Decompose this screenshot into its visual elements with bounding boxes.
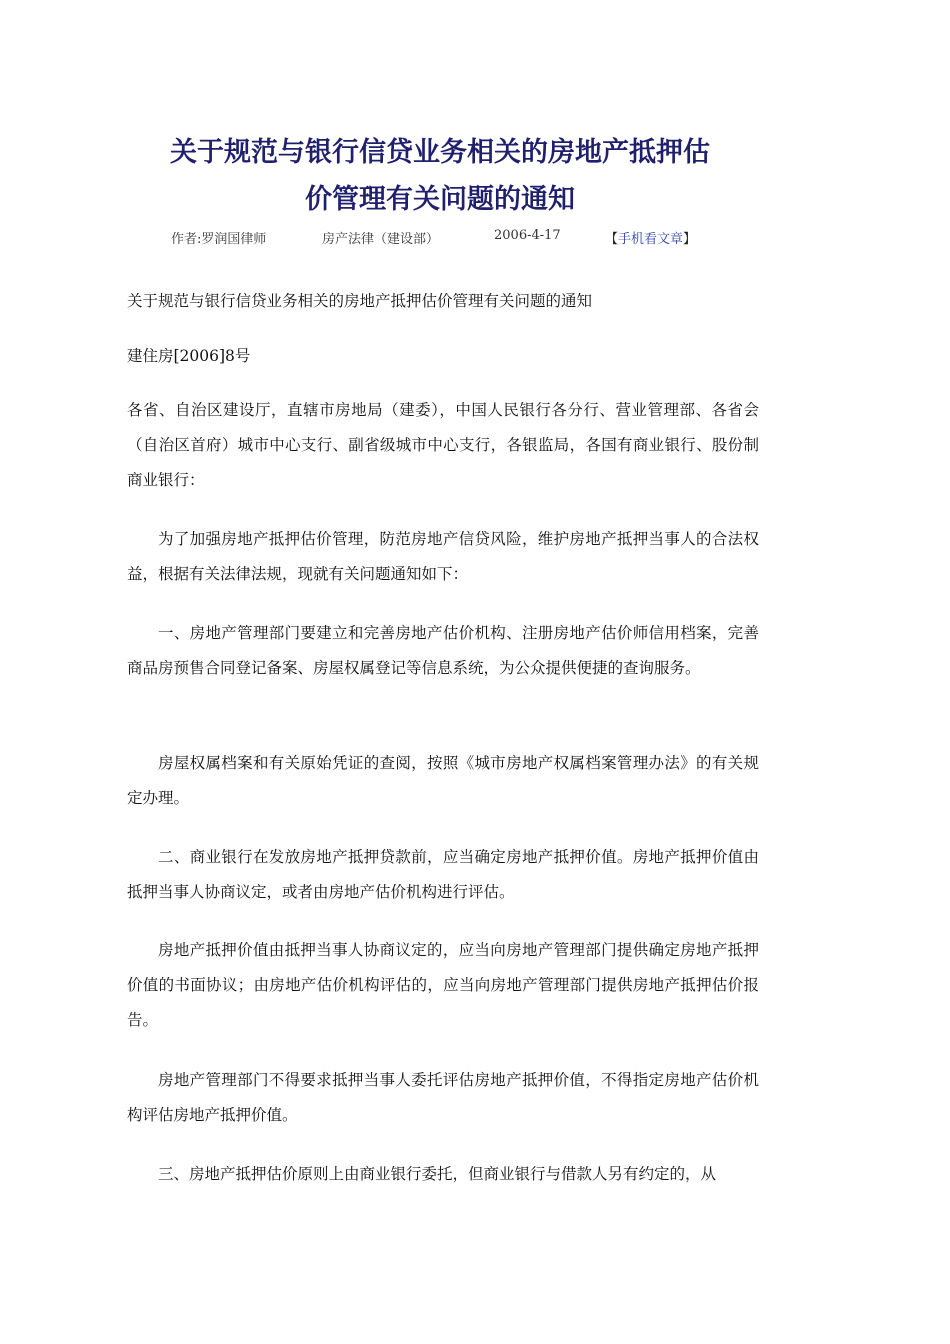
paragraph-item-2-detail: 房地产抵押价值由抵押当事人协商议定的，应当向房地产管理部门提供确定房地产抵押价值的书面协议；由房地产估价机构评估的，应当向房地产管理部门提供房地产抵押估价报告。: [127, 941, 759, 1029]
category-label: 房产法律（建设部）: [322, 232, 440, 247]
document-title-line-1: 关于规范与银行信贷业务相关的房地产抵押估: [170, 137, 710, 168]
bracket-close: 】: [683, 232, 697, 247]
paragraph-item-3: 三、房地产抵押估价原则上由商业银行委托，但商业银行与借款人另有约定的，从: [158, 1165, 717, 1183]
paragraph-item-2: 二、商业银行在发放房地产抵押贷款前，应当确定房地产抵押价值。房地产抵押价值由抵押当事人协商议定，或者由房地产估价机构进行评估。: [127, 848, 759, 901]
paragraph-item-2-restriction: 房地产管理部门不得要求抵押当事人委托评估房地产抵押价值，不得指定房地产估价机构评估房地产抵押价值。: [127, 1071, 759, 1124]
paragraph-item-1-note: 房屋权属档案和有关原始凭证的查阅，按照《城市房地产权属档案管理办法》的有关规定办理。: [127, 754, 759, 807]
mobile-view-link[interactable]: 手机看文章: [618, 232, 684, 247]
paragraph-doc-number: 建住房[2006]8号: [127, 347, 251, 365]
paragraph-heading: 关于规范与银行信贷业务相关的房地产抵押估价管理有关问题的通知: [127, 292, 593, 310]
bracket-open: 【: [605, 232, 619, 247]
paragraph-item-1: 一、房地产管理部门要建立和完善房地产估价机构、注册房地产估价师信用档案，完善商品房预售合同登记备案、房屋权属登记等信息系统，为公众提供便捷的查询服务。: [127, 624, 759, 677]
paragraph-intro: 为了加强房地产抵押估价管理，防范房地产信贷风险，维护房地产抵押当事人的合法权益，根据有关法律法规，现就有关问题通知如下：: [127, 530, 759, 583]
publish-date: 2006-4-17: [494, 228, 561, 243]
paragraph-addressees: 各省、自治区建设厅，直辖市房地局（建委），中国人民银行各分行、营业管理部、各省会（自治区首府）城市中心支行、副省级城市中心支行，各银监局，各国有商业银行、股份制商业银行：: [127, 401, 759, 489]
document-title-line-2: 价管理有关问题的通知: [305, 184, 575, 215]
mobile-view-link-wrapper: [605, 228, 696, 247]
article-meta: [0, 228, 950, 248]
author-label: 作者:罗润国律师: [171, 232, 267, 247]
